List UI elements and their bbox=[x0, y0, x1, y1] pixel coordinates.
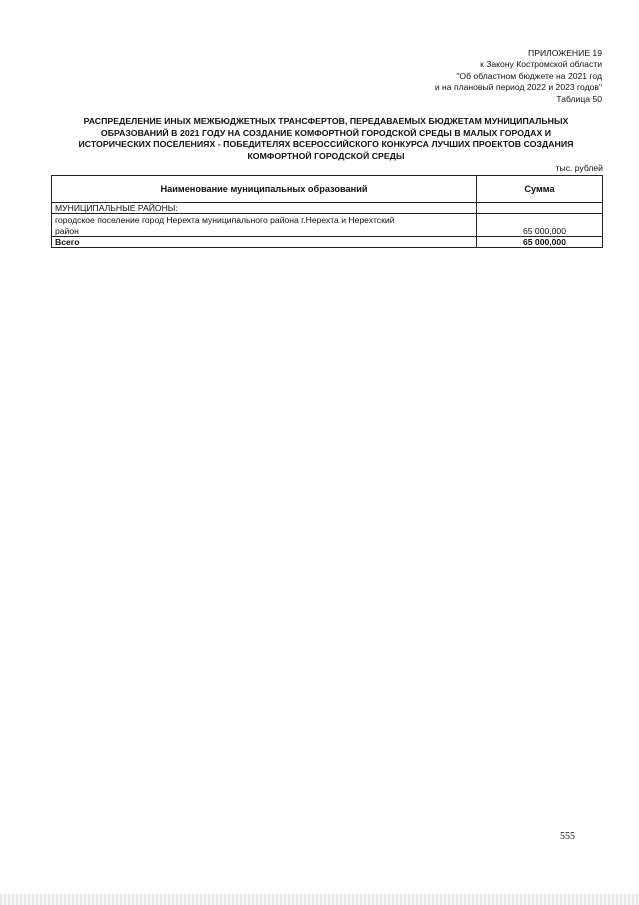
empty-cell bbox=[477, 203, 603, 214]
appendix-table-number: Таблица 50 bbox=[556, 93, 602, 104]
column-header-name: Наименование муниципальных образований bbox=[52, 176, 477, 203]
title-line: ОБРАЗОВАНИЙ В 2021 ГОДУ НА СОЗДАНИЕ КОМФОРТНОЙ ГОРОДСКОЙ СРЕДЫ В МАЛЫХ ГОРОДАХ И bbox=[100, 127, 552, 138]
title-line: РАСПРЕДЕЛЕНИЕ ИНЫХ МЕЖБЮДЖЕТНЫХ ТРАНСФЕРТОВ, ПЕРЕДАВАЕМЫХ БЮДЖЕТАМ МУНИЦИПАЛЬНЫХ bbox=[83, 116, 569, 126]
units-label: тыс. рублей bbox=[555, 163, 603, 173]
scan-edge-strip bbox=[0, 894, 639, 905]
title-line: КОМФОРТНОЙ ГОРОДСКОЙ СРЕДЫ bbox=[247, 150, 405, 161]
page-number: 555 bbox=[560, 831, 575, 842]
title-line: ИСТОРИЧЕСКИХ ПОСЕЛЕНИЯХ - ПОБЕДИТЕЛЯХ ВСЕРОССИЙСКОГО КОНКУРСА ЛУЧШИХ ПРОЕКТОВ СОЗДАНИЯ bbox=[78, 139, 574, 150]
total-amount: 65 000,000 bbox=[477, 237, 603, 248]
municipality-name-cell bbox=[52, 214, 477, 237]
municipality-name-line2: район bbox=[55, 225, 79, 236]
appendix-law-period: и на плановый период 2022 и 2023 годов" bbox=[434, 82, 602, 93]
appendix-law: к Закону Костромской области bbox=[480, 59, 602, 70]
municipality-name-line1: городское поселение город Нерехта муниципального района г.Нерехта и Нерехтский bbox=[55, 215, 395, 225]
table-header-row bbox=[52, 176, 603, 203]
column-header-amount: Сумма bbox=[477, 176, 603, 203]
section-label: МУНИЦИПАЛЬНЫЕ РАЙОНЫ: bbox=[52, 203, 477, 214]
appendix-law-title: "Об областном бюджете на 2021 год bbox=[456, 70, 602, 81]
appendix-header bbox=[435, 48, 602, 105]
distribution-table bbox=[51, 175, 603, 248]
amount-cell: 65 000,000 bbox=[477, 214, 603, 237]
total-label: Всего bbox=[52, 237, 477, 248]
table-row bbox=[52, 203, 603, 214]
document-title bbox=[48, 116, 604, 162]
appendix-number: ПРИЛОЖЕНИЕ 19 bbox=[528, 48, 602, 58]
table-total-row bbox=[52, 237, 603, 248]
table-row bbox=[52, 214, 603, 237]
